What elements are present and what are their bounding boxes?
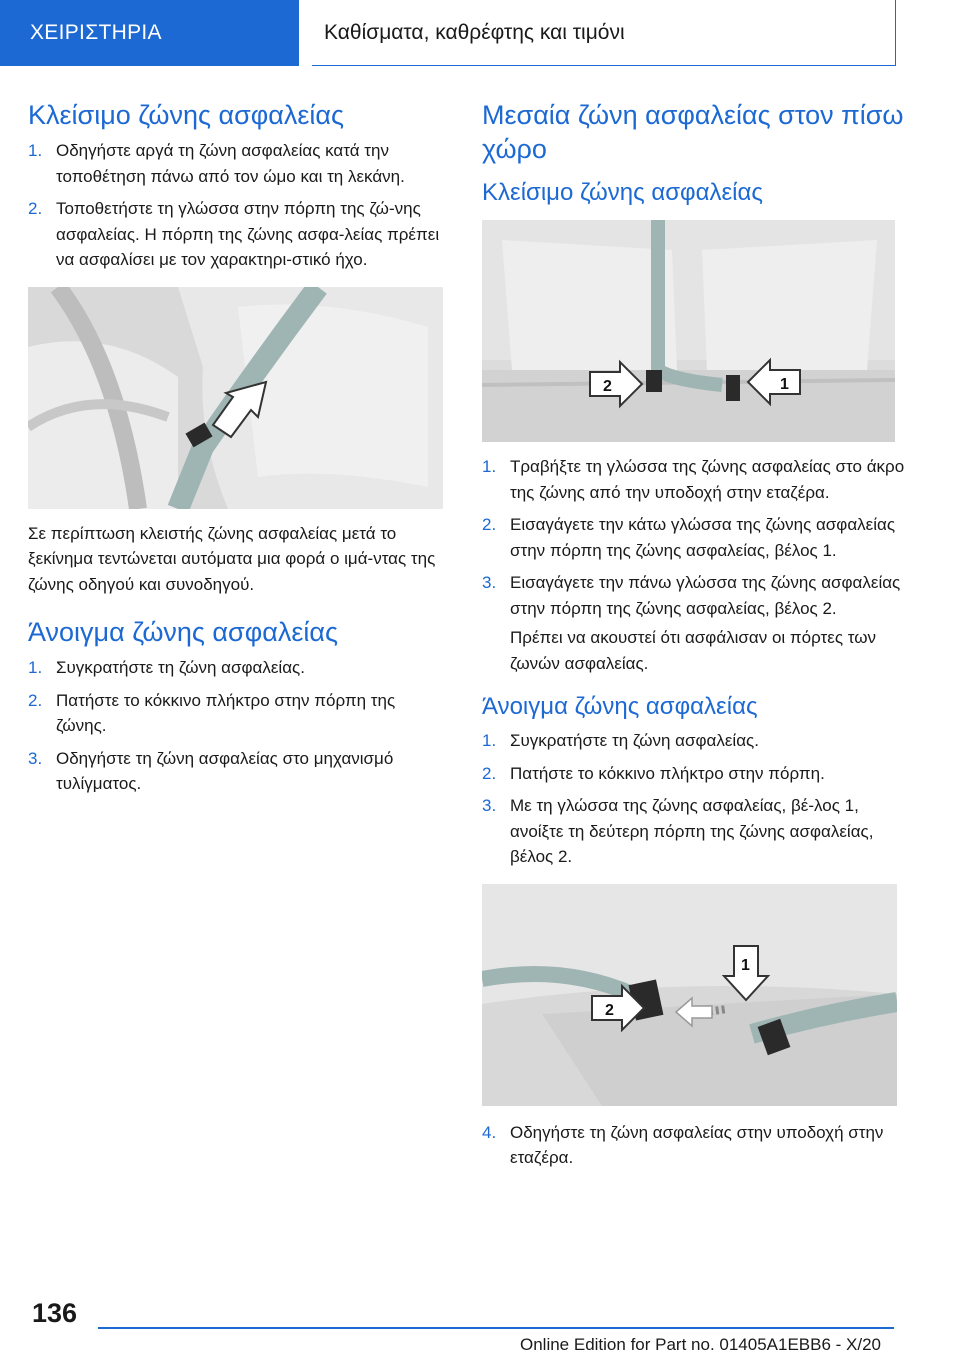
list-item (482, 512, 912, 563)
step-text: Συγκρατήστε τη ζώνη ασφαλείας. (510, 731, 759, 750)
step-number: 3. (482, 796, 497, 815)
list-item (28, 196, 448, 273)
step-text: Οδηγήστε αργά τη ζώνη ασφαλείας κατά την τοποθέτηση πάνω από τον ώμο και τη λεκάνη. (56, 141, 405, 186)
rear-open-steps (482, 728, 912, 870)
step-number: 2. (28, 690, 43, 710)
step-text: Τραβήξτε τη γλώσσα της ζώνης ασφαλείας στο άκρο της ζώνης από την υποδοχή στην εταζέρα. (510, 457, 905, 502)
list-item (28, 746, 448, 797)
step-text: Εισαγάγετε την πάνω γλώσσα της ζώνης ασφαλείας στην πόρπη της ζώνης ασφαλείας, βέλος 2. (510, 573, 901, 618)
step-text: Οδηγήστε τη ζώνη ασφαλείας στο μηχανισμό τυλίγματος. (56, 748, 394, 793)
list-item (482, 454, 912, 505)
front-seat-belt-image (28, 287, 443, 509)
step-text: Συγκρατήστε τη ζώνη ασφαλείας. (56, 658, 305, 677)
left-column (28, 98, 448, 804)
list-item (482, 570, 912, 621)
step-number: 1. (482, 731, 497, 750)
section-tab: ΧΕΙΡΙΣΤΗΡΙΑ (0, 0, 299, 66)
step-number: 4. (482, 1122, 497, 1142)
step-number: 1. (28, 141, 43, 160)
step-number: 1. (28, 658, 43, 677)
list-item (28, 138, 448, 189)
rear-belt-release-image (482, 884, 897, 1106)
rear-final-step (482, 1120, 912, 1171)
step-text: Τοποθετήστε τη γλώσσα στην πόρπη της ζώ-νης ασφαλείας. Η πόρπη της ζώνης ασφα-λείας πρέπει να ασφαλίσει με τον χαρακτηρι-στικό ήχο. (56, 199, 440, 269)
arrow-label-1: 1 (741, 956, 750, 974)
auto-tension-note: Σε περίπτωση κλειστής ζώνης ασφαλείας μετά το ξεκίνημα τεντώνεται αυτόματα μια φορά ο ιμά-ντας της ζώνης οδηγού και συνοδηγού. (28, 523, 436, 594)
step-text: Οδηγήστε τη ζώνη ασφαλείας στην υποδοχή στην εταζέρα. (510, 1122, 884, 1167)
step-text: Πατήστε το κόκκινο πλήκτρο στην πόρπη. (510, 763, 825, 783)
chapter-title: Καθίσματα, καθρέφτης και τιμόνι (312, 0, 896, 66)
step-text: Εισαγάγετε την κάτω γλώσσα της ζώνης ασφαλείας στην πόρπη της ζώνης ασφαλείας, βέλος 1. (510, 515, 896, 560)
step-number: 3. (482, 573, 497, 592)
step-text: Με τη γλώσσα της ζώνης ασφαλείας, βέ-λος 1, ανοίξτε τη δεύτερη πόρπη της ζώνης ασφαλείας, βέλος 2. (510, 796, 874, 866)
step-number: 2. (28, 199, 43, 218)
step-number: 3. (28, 748, 43, 768)
footer-divider (98, 1327, 894, 1329)
arrow-label-1: 1 (780, 376, 789, 393)
arrow-label-2: 2 (605, 1001, 614, 1019)
list-item (482, 761, 912, 787)
heading-open-rear-belt: Άνοιγμα ζώνης ασφαλείας (482, 693, 758, 720)
list-item (28, 655, 448, 681)
step-text: Πατήστε το κόκκινο πλήκτρο στην πόρπη της ζώνης. (56, 690, 396, 735)
page-number: 136 (32, 1298, 78, 1328)
latch-note: Πρέπει να ακουστεί ότι ασφάλισαν οι πόρτες των ζωνών ασφαλείας. (510, 628, 876, 673)
edition-note: Online Edition for Part no. 01405A1EBB6 - X/20 (520, 1335, 882, 1354)
step-number: 2. (482, 515, 497, 534)
close-steps (28, 138, 448, 273)
step-number: 1. (482, 457, 497, 476)
list-item (482, 1120, 912, 1171)
heading-close-rear-belt: Κλείσιμο ζώνης ασφαλείας (482, 179, 763, 206)
rear-close-steps (482, 454, 912, 621)
rear-belt-buckle-image (482, 220, 895, 442)
step-number: 2. (482, 763, 497, 783)
list-item (28, 688, 448, 739)
arrow-label-2: 2 (603, 378, 612, 395)
list-item (482, 728, 912, 754)
heading-open-belt: Άνοιγμα ζώνης ασφαλείας (28, 617, 338, 647)
right-column (482, 98, 912, 1178)
heading-rear-center-belt: Μεσαία ζώνη ασφαλείας στον πίσω χώρο (482, 100, 904, 164)
open-steps (28, 655, 448, 797)
heading-close-belt: Κλείσιμο ζώνης ασφαλείας (28, 100, 345, 130)
list-item (482, 793, 912, 870)
